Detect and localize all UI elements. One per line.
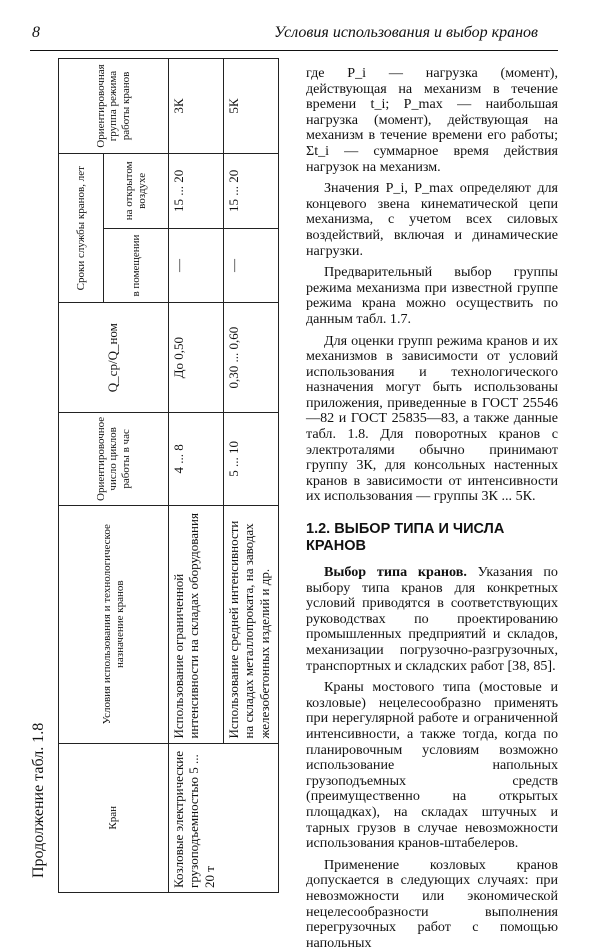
paragraph: [306, 565, 558, 674]
header-rule: [30, 50, 558, 51]
cell-indoor: —: [169, 228, 224, 303]
table-region: [30, 58, 300, 893]
paragraph: Применение козловых кранов допускается в следующих случаях: при невозможности или экономической нецелесообразности выполнения перегрузочных работ с помощью напольных: [306, 856, 558, 951]
running-title: Условия использования и выбор кранов: [274, 24, 538, 41]
table-continuation: Продолжение табл. 1.8: [30, 722, 47, 878]
crane-mode-table: [58, 58, 279, 893]
col-service-life: Сроки службы кранов, лет: [59, 154, 104, 303]
paragraph: где P_i — нагрузка (момент), действующая на механизм в течение времени t_i; P_max — наибольшая нагрузка (момент), действующая на механизм в течение времени его работы; Σt_i — суммарное время действия нагрузок на механизм.: [306, 65, 558, 175]
col-crane: Кран: [59, 743, 169, 892]
col-cycles: Ориентировочное число циклов работы в час: [59, 412, 169, 505]
page-number: 8: [32, 24, 40, 41]
cell-group: 5К: [224, 59, 279, 154]
cell-indoor: —: [224, 228, 279, 303]
col-q-ratio: Q_ср/Q_ном: [59, 303, 169, 412]
section-heading: 1.2. ВЫБОР ТИПА И ЧИСЛА КРАНОВ: [306, 521, 505, 555]
paragraph-body: Указания по выбору типа кранов для конкретных условий приводятся в соответствующих руководствах по проектированию промышленных предприятий и складов, механизации погрузочно-разгрузочных, транспортных и складских работ [38, 85].: [306, 564, 558, 674]
cell-cycles: 4 ... 8: [169, 412, 224, 505]
col-service-outdoor: на открытом воздухе: [104, 154, 169, 229]
paragraph: Краны мостового типа (мостовые и козловые) нецелесообразно применять при нерегулярной работе и ограниченной интенсивности, а также тогда, когда по планировочным условиям возможно использование напольных грузоподъемных средств (преимущественно на открытых площадках), на складах штучных и тарных грузов в случае невозможности использования кранов-штабелеров.: [306, 679, 558, 852]
paragraph: Значения P_i, P_max определяют для концевого звена кинематической цепи механизма, с учетом всех силовых воздействий, включая и динамические нагрузки.: [306, 180, 558, 259]
col-conditions: Условия использования и технологическое назначение кранов: [59, 505, 169, 743]
cell-crane: Козловые электрические грузоподъемностью 5 ... 20 т: [169, 743, 279, 892]
rotated-table: [30, 58, 300, 893]
cell-group: 3К: [169, 59, 224, 154]
cell-q-ratio: До 0,50: [169, 303, 224, 412]
paragraph: Предварительный выбор группы режима механизма при известной группе режима крана можно осуществить по данным табл. 1.7.: [306, 264, 558, 327]
cell-cycles: 5 ... 10: [224, 412, 279, 505]
paragraph-lead: Выбор типа кранов.: [324, 564, 467, 581]
cell-outdoor: 15 ... 20: [224, 154, 279, 229]
col-mode-group: Ориентировочная группа режима работы кранов: [59, 59, 169, 154]
body-column: [306, 66, 558, 951]
cell-q-ratio: 0,30 ... 0,60: [224, 303, 279, 412]
table-row: [169, 59, 224, 893]
running-header: [30, 24, 570, 46]
cell-conditions: Использование средней интенсивности на складах металлопроката, на заводах железобетонных изделий и др.: [224, 505, 279, 743]
col-service-indoor: в помещении: [104, 228, 169, 303]
cell-conditions: Использование ограниченной интенсивности на складах оборудования: [169, 505, 224, 743]
paragraph: Для оценки групп режима кранов и их механизмов в зависимости от условий использования и технологического назначения могут быть использованы приложения, приведенные в ГОСТ 25546—82 и ГОСТ 25835—83, а также данные табл. 1.8. Для поворотных кранов с электроталями обычно принимают группу 3К, для консольных настенных кранов в зависимости от интенсивности их использования — группы 3К ... 5К.: [306, 332, 558, 505]
cell-outdoor: 15 ... 20: [169, 154, 224, 229]
